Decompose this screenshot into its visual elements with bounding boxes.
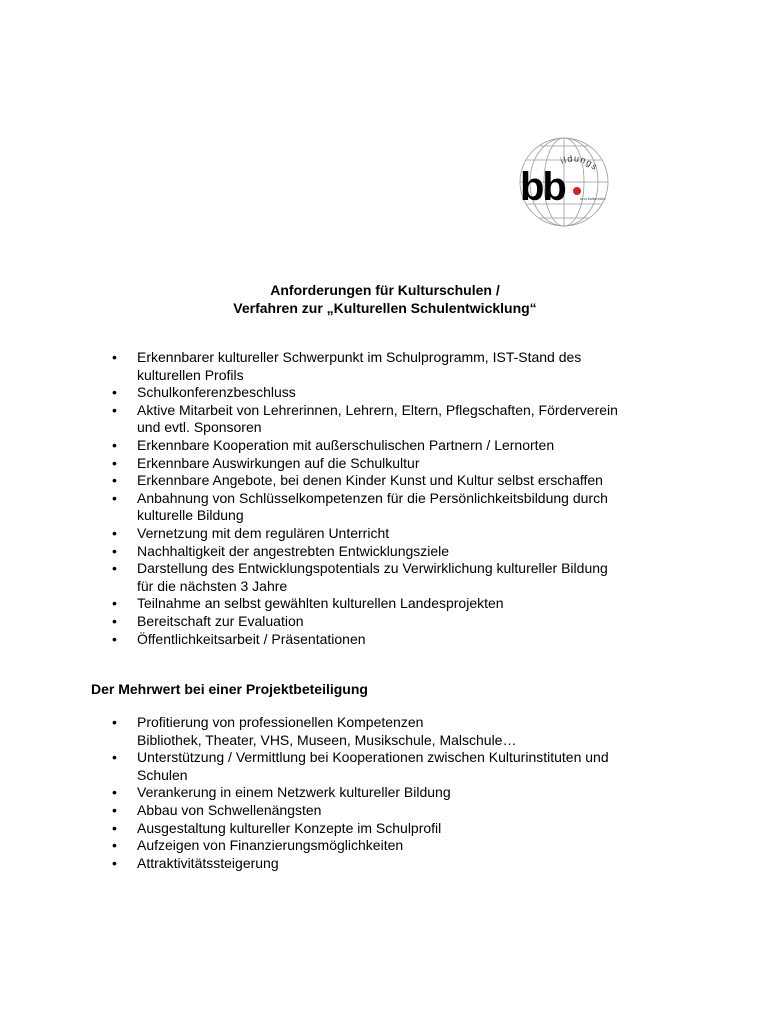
requirements-list: [112, 349, 672, 648]
svg-text:ildungs: [559, 153, 600, 172]
list-item: • Verankerung in einem Netzwerk kultureller Bildung: [112, 784, 672, 802]
title-line-1: Anforderungen für Kulturschulen /: [270, 282, 500, 298]
logo: [500, 130, 632, 230]
list-item: • Erkennbarer kultureller Schwerpunkt im Schulprogramm, IST-Stand des kulturellen Profils: [112, 349, 672, 384]
list-item: • Vernetzung mit dem regulären Unterricht: [112, 525, 672, 543]
globe-logo-icon: [500, 130, 632, 230]
list-item: • Erkennbare Kooperation mit außerschulischen Partnern / Lernorten: [112, 437, 672, 455]
list-item: • Erkennbare Auswirkungen auf die Schulkultur: [112, 455, 672, 473]
list-item: • Abbau von Schwellenängsten: [112, 802, 672, 820]
list-item: • Erkennbare Angebote, bei denen Kinder Kunst und Kultur selbst erschaffen: [112, 472, 672, 490]
logo-letters: bb: [520, 165, 565, 209]
logo-arc-text: ildungs: [558, 153, 601, 173]
list-item: • Bereitschaft zur Evaluation: [112, 613, 672, 631]
list-item: • Aufzeigen von Finanzierungsmöglichkeiten: [112, 837, 672, 855]
list-item: • Schulkonferenzbeschluss: [112, 384, 672, 402]
list-item: • Unterstützung / Vermittlung bei Kooperationen zwischen Kulturinstituten und Schulen: [112, 749, 672, 784]
list-item: • Attraktivitätssteigerung: [112, 855, 672, 873]
title-line-2: Verfahren zur „Kulturellen Schulentwicklung“: [233, 300, 537, 316]
list-item: • Profitierung von professionellen Kompetenzen Bibliothek, Theater, VHS, Museen, Musikschule, Malschule…: [112, 714, 672, 749]
benefits-heading: Der Mehrwert bei einer Projektbeteiligung: [91, 681, 368, 697]
logo-sub-text: und kulturbüro: [580, 196, 606, 201]
list-item: • Teilnahme an selbst gewählten kulturellen Landesprojekten: [112, 595, 672, 613]
list-item: • Aktive Mitarbeit von Lehrerinnen, Lehrern, Eltern, Pflegschaften, Förderverein und evtl. Sponsoren: [112, 402, 672, 437]
list-item: • Öffentlichkeitsarbeit / Präsentationen: [112, 631, 672, 649]
list-item: • Anbahnung von Schlüsselkompetenzen für die Persönlichkeitsbildung durch kulturelle Bildung: [112, 490, 672, 525]
list-item: • Ausgestaltung kultureller Konzepte im Schulprofil: [112, 820, 672, 838]
benefits-list: [112, 714, 672, 872]
list-item: • Darstellung des Entwicklungspotentials zu Verwirklichung kultureller Bildung für die nächsten 3 Jahre: [112, 560, 672, 595]
page-title: [0, 281, 770, 317]
logo-red-dot-icon: [573, 187, 581, 195]
list-item: • Nachhaltigkeit der angestrebten Entwicklungsziele: [112, 543, 672, 561]
